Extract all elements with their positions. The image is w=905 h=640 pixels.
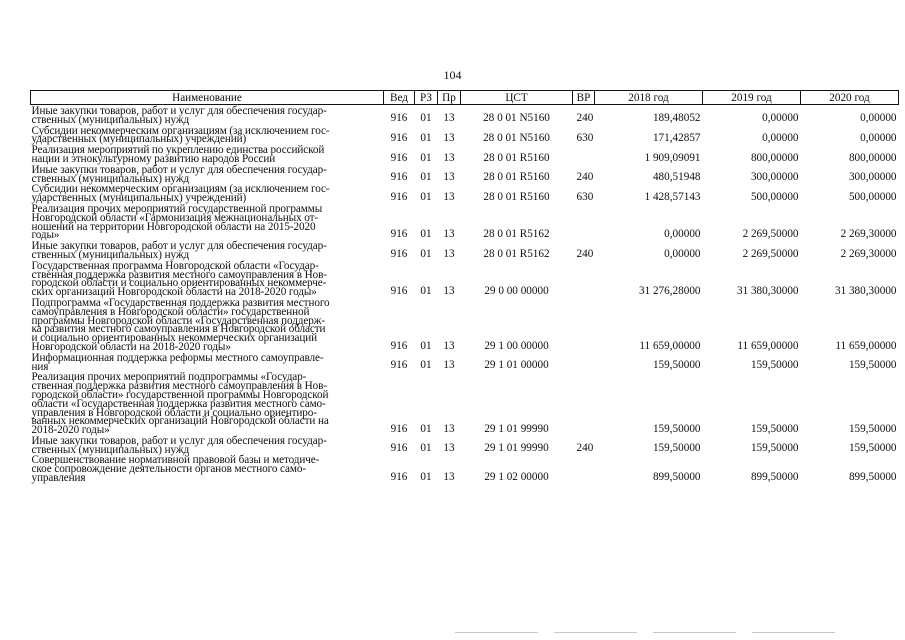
cell-rz: 01 <box>420 190 432 203</box>
cell-rz: 01 <box>420 284 432 297</box>
cell-ved: 916 <box>390 131 408 144</box>
table-row <box>31 435 899 455</box>
cell-name <box>31 297 384 352</box>
cell-2019: 2 269,50000 <box>742 247 799 260</box>
cell-name-line: ственных (муниципальных) нужд <box>31 113 190 126</box>
cell-name <box>31 203 384 240</box>
cell-name-line: Реализация мероприятий по укреплению единства российской <box>31 144 325 157</box>
header-2018: 2018 год <box>595 91 703 105</box>
cell-vr <box>573 144 595 164</box>
cell-name-line: нации и этнокультурному развитию народов России <box>31 152 276 165</box>
cell-pr: 13 <box>443 470 455 483</box>
cell-2020: 159,50000 <box>848 359 897 372</box>
cell-vr <box>573 260 595 297</box>
cell-name <box>31 352 384 372</box>
cell-name-line: Новгородской области «Гармонизация межнациональных от- <box>31 211 319 224</box>
cell-cst: 29 1 00 00000 <box>484 339 549 352</box>
cell-name <box>31 183 384 203</box>
cell-2018: 1 428,57143 <box>644 190 701 203</box>
cell-name <box>31 371 384 435</box>
table-row <box>31 297 899 352</box>
cell-name <box>31 164 384 184</box>
cell-pr: 13 <box>443 227 455 240</box>
cell-2019: 11 659,00000 <box>737 339 799 352</box>
cell-name-line: ния <box>31 360 49 373</box>
cell-pr: 13 <box>443 151 455 164</box>
cell-cst: 28 0 01 N5160 <box>483 131 550 144</box>
cell-2020: 2 269,30000 <box>840 227 897 240</box>
table-row <box>31 203 899 240</box>
cell-2019: 500,00000 <box>750 190 799 203</box>
cell-cst: 29 0 00 00000 <box>484 284 549 297</box>
cell-2018: 11 659,00000 <box>639 339 701 352</box>
cell-rz: 01 <box>420 442 432 455</box>
header-vr: ВР <box>573 91 595 105</box>
cell-2019: 0,00000 <box>762 131 799 144</box>
cell-ved: 916 <box>390 151 408 164</box>
cell-ved: 916 <box>390 284 408 297</box>
cell-2019: 31 380,30000 <box>736 284 799 297</box>
cell-vr <box>573 203 595 240</box>
cell-2019: 159,50000 <box>750 442 799 455</box>
table-row <box>31 144 899 164</box>
cell-2019: 899,50000 <box>750 470 799 483</box>
cell-pr: 13 <box>443 131 455 144</box>
cell-2019: 159,50000 <box>750 359 799 372</box>
cell-2020: 300,00000 <box>848 171 897 184</box>
cell-name-line: ственная поддержка развития местного самоуправления в Нов- <box>31 268 327 281</box>
cell-pr: 13 <box>443 190 455 203</box>
cell-ved: 916 <box>390 247 408 260</box>
cell-2020: 500,00000 <box>848 190 897 203</box>
header-rz: РЗ <box>415 91 438 105</box>
table-row <box>31 105 899 125</box>
cell-2018: 159,50000 <box>652 359 701 372</box>
cell-vr: 240 <box>576 171 594 184</box>
cell-name-line: Новгородской области на 2018-2020 годы» <box>31 340 231 353</box>
cell-cst: 29 1 01 99990 <box>484 422 549 435</box>
scan-mark <box>554 632 637 633</box>
cell-cst: 28 0 01 R5162 <box>483 227 550 240</box>
cell-name-line: ка развития местного самоуправления в Новгородской области <box>31 323 326 336</box>
cell-name-line: ванных некоммерческих организаций Новгородской области на <box>31 415 329 428</box>
cell-pr: 13 <box>443 112 455 125</box>
cell-rz: 01 <box>420 470 432 483</box>
header-pr: Пр <box>438 91 461 105</box>
cell-ved: 916 <box>390 339 408 352</box>
cell-2018: 0,00000 <box>664 227 701 240</box>
cell-2020: 31 380,30000 <box>834 284 897 297</box>
cell-name-line: Субсидии некоммерческим организациям (за исключением гос- <box>31 124 330 137</box>
cell-vr <box>573 454 595 482</box>
cell-pr: 13 <box>443 247 455 260</box>
cell-2018: 1 909,09091 <box>644 151 701 164</box>
table-row <box>31 164 899 184</box>
budget-table <box>30 90 899 483</box>
cell-ved: 916 <box>390 442 408 455</box>
cell-vr: 630 <box>576 131 594 144</box>
cell-2019: 800,00000 <box>750 151 799 164</box>
cell-vr <box>573 297 595 352</box>
cell-2018: 0,00000 <box>664 247 701 260</box>
table-row <box>31 454 899 482</box>
cell-name <box>31 260 384 297</box>
cell-name <box>31 454 384 485</box>
cell-ved: 916 <box>390 470 408 483</box>
header-2019: 2019 год <box>703 91 801 105</box>
cell-cst: 29 1 02 00000 <box>484 470 549 483</box>
header-ved: Вед <box>384 91 415 105</box>
cell-2020: 800,00000 <box>848 151 897 164</box>
cell-name <box>31 240 384 260</box>
header-2020: 2020 год <box>801 91 899 105</box>
cell-pr: 13 <box>443 422 455 435</box>
cell-2020: 159,50000 <box>848 442 897 455</box>
cell-ved: 916 <box>390 190 408 203</box>
cell-2018: 159,50000 <box>652 442 701 455</box>
cell-2018: 171,42857 <box>652 131 701 144</box>
cell-name-line: ственных (муниципальных) нужд <box>31 443 190 456</box>
cell-vr: 240 <box>576 442 594 455</box>
cell-2020: 899,50000 <box>848 470 897 483</box>
cell-name-line: области «Государственная поддержка развития местного само- <box>31 397 326 410</box>
cell-vr: 630 <box>576 190 594 203</box>
cell-name <box>31 125 384 145</box>
cell-pr: 13 <box>443 284 455 297</box>
cell-2020: 159,50000 <box>848 422 897 435</box>
cell-name-line: ударственных (муниципальных) учреждений) <box>31 192 247 205</box>
cell-2019: 159,50000 <box>750 422 799 435</box>
table-row <box>31 260 899 297</box>
cell-cst: 28 0 01 N5160 <box>483 112 550 125</box>
cell-2018: 899,50000 <box>652 470 701 483</box>
cell-name-line: Совершенствование нормативной правовой базы и методиче- <box>31 454 320 467</box>
header-row <box>31 91 899 105</box>
cell-pr: 13 <box>443 171 455 184</box>
cell-rz: 01 <box>420 339 432 352</box>
cell-name-line: управления <box>31 472 86 485</box>
table-row <box>31 125 899 145</box>
cell-ved: 916 <box>390 422 408 435</box>
cell-name-line: ственных (муниципальных) нужд <box>31 172 190 185</box>
cell-name-line: Иные закупки товаров, работ и услуг для обеспечения государ- <box>31 434 327 447</box>
scan-edge-artifact <box>455 632 835 635</box>
cell-2018: 31 276,28000 <box>638 284 701 297</box>
cell-name-line: 2018-2020 годы» <box>31 424 110 437</box>
cell-name-line: годы» <box>31 229 60 242</box>
cell-ved: 916 <box>390 171 408 184</box>
cell-rz: 01 <box>420 131 432 144</box>
cell-rz: 01 <box>420 171 432 184</box>
cell-pr: 13 <box>443 442 455 455</box>
cell-rz: 01 <box>420 151 432 164</box>
table-header <box>31 91 899 105</box>
cell-2018: 480,51948 <box>652 171 701 184</box>
table-row <box>31 371 899 435</box>
cell-name-line: Реализация прочих мероприятий государственной программы <box>31 202 323 215</box>
cell-name-line: Реализация прочих мероприятий подпрограммы «Государ- <box>31 371 307 384</box>
cell-vr: 240 <box>576 247 594 260</box>
cell-name <box>31 105 384 125</box>
cell-name-line: городской области и социально ориентированных некоммерче- <box>31 277 327 290</box>
cell-name <box>31 144 384 164</box>
cell-2019: 300,00000 <box>750 171 799 184</box>
cell-2020: 11 659,00000 <box>835 339 897 352</box>
cell-name-line: Иные закупки товаров, работ и услуг для обеспечения государ- <box>31 105 327 117</box>
table-row <box>31 240 899 260</box>
cell-name-line: ношений на территории Новгородской области на 2015-2020 <box>31 220 316 233</box>
cell-cst: 28 0 01 R5160 <box>483 151 550 164</box>
header-cst: ЦСТ <box>461 91 573 105</box>
cell-pr: 13 <box>443 359 455 372</box>
scan-mark <box>455 632 538 633</box>
table-row <box>31 183 899 203</box>
cell-2020: 0,00000 <box>860 112 897 125</box>
cell-cst: 29 1 01 00000 <box>484 359 549 372</box>
cell-2019: 2 269,50000 <box>742 227 799 240</box>
cell-name-line: самоуправления в Новгородской области» государственной <box>31 305 310 318</box>
cell-cst: 28 0 01 R5160 <box>483 171 550 184</box>
cell-2018: 159,50000 <box>652 422 701 435</box>
cell-name-line: городской области» государственной программы Новгородской <box>31 388 329 401</box>
cell-ved: 916 <box>390 359 408 372</box>
cell-2019: 0,00000 <box>762 112 799 125</box>
scan-mark <box>752 632 835 633</box>
cell-name-line: ударственных (муниципальных) учреждений) <box>31 133 247 146</box>
header-name: Наименование <box>31 91 384 105</box>
cell-cst: 28 0 01 R5160 <box>483 190 550 203</box>
cell-name-line: ских организаций Новгородской области на 2018-2020 годы» <box>31 286 317 299</box>
cell-vr <box>573 352 595 372</box>
cell-vr <box>573 371 595 435</box>
cell-name-line: ственная поддержка развития местного самоуправления в Нов- <box>31 380 327 393</box>
cell-name-line: Подпрограмма «Государственная поддержка развития местного <box>31 296 330 309</box>
scan-mark <box>653 632 736 633</box>
cell-rz: 01 <box>420 422 432 435</box>
cell-ved: 916 <box>390 112 408 125</box>
cell-cst: 29 1 01 99990 <box>484 442 549 455</box>
cell-cst: 28 0 01 R5162 <box>483 247 550 260</box>
cell-vr: 240 <box>576 112 594 125</box>
cell-name-line: Государственная программа Новгородской области «Государ- <box>31 259 319 272</box>
cell-pr: 13 <box>443 339 455 352</box>
cell-name-line: Субсидии некоммерческим организациям (за исключением гос- <box>31 183 330 196</box>
cell-rz: 01 <box>420 359 432 372</box>
cell-name-line: Иные закупки товаров, работ и услуг для обеспечения государ- <box>31 163 327 176</box>
cell-name-line: ское сопровождение деятельности органов местного само- <box>31 463 306 476</box>
cell-name-line: управления в Новгородской области и социально ориентиро- <box>31 406 317 419</box>
cell-2020: 0,00000 <box>860 131 897 144</box>
cell-name-line: и социально ориентированных некоммерческих организаций <box>31 332 318 345</box>
cell-2018: 189,48052 <box>652 112 701 125</box>
cell-2020: 2 269,30000 <box>840 247 897 260</box>
cell-rz: 01 <box>420 227 432 240</box>
page-number: 104 <box>443 68 462 82</box>
table-body <box>31 105 899 483</box>
table-row <box>31 352 899 372</box>
cell-name-line: ственных (муниципальных) нужд <box>31 248 190 261</box>
cell-name <box>31 435 384 455</box>
cell-rz: 01 <box>420 247 432 260</box>
cell-ved: 916 <box>390 227 408 240</box>
cell-name-line: Иные закупки товаров, работ и услуг для обеспечения государ- <box>31 240 327 253</box>
cell-name-line: программы Новгородской области «Государственная поддерж- <box>31 314 325 327</box>
cell-rz: 01 <box>420 112 432 125</box>
cell-name-line: Информационная поддержка реформы местного самоуправле- <box>31 351 324 364</box>
